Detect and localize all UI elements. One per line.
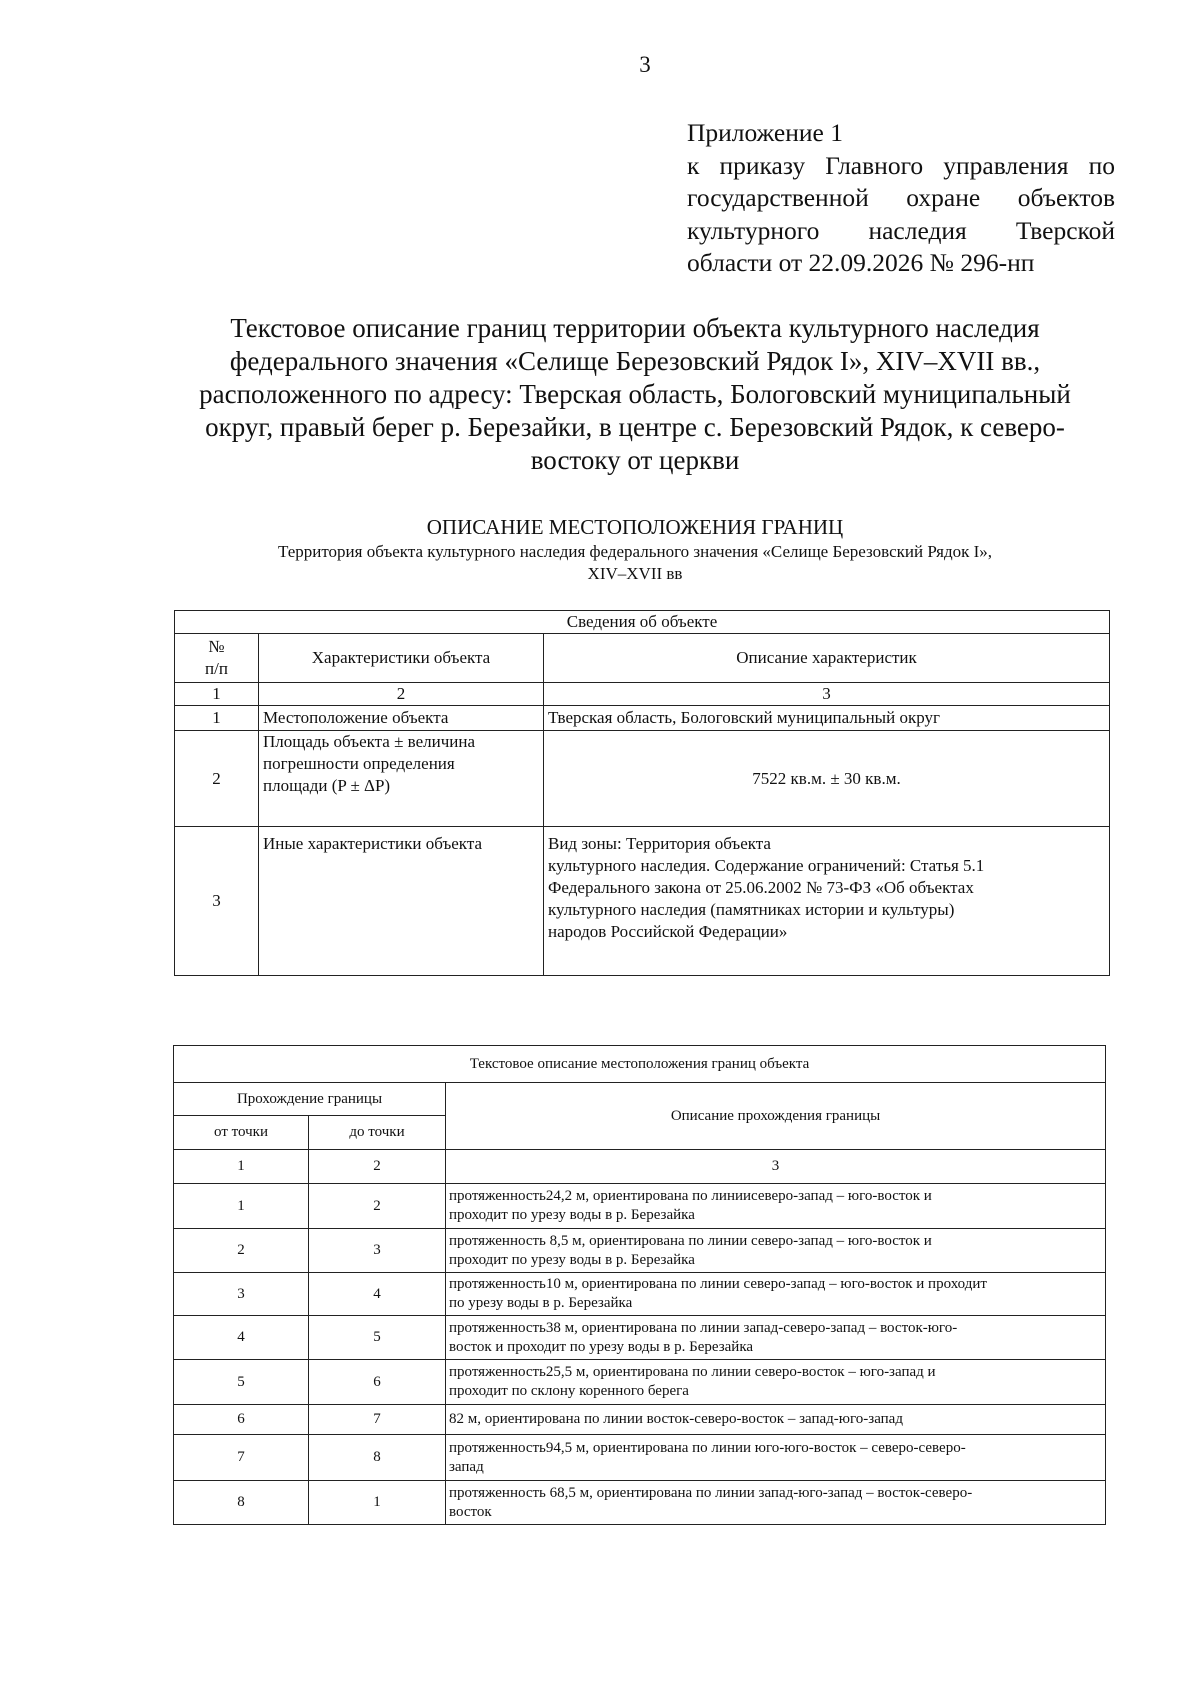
- section-subheading: [150, 541, 1120, 585]
- boundary-description-table: [173, 1045, 1106, 1525]
- boundary-table-caption: Текстовое описание местоположения границ объекта: [174, 1046, 1106, 1083]
- title-line: расположенного по адресу: Тверская область, Бологовский муниципальный: [199, 379, 1071, 409]
- boundary-description-cell: [446, 1435, 1106, 1481]
- characteristic-cell: Иные характеристики объекта: [259, 827, 544, 976]
- appendix-line: к приказу Главного управления по: [687, 150, 1115, 180]
- col-header-description: Описание характеристик: [544, 634, 1110, 683]
- appendix-line: культурного наследия Тверской: [687, 215, 1115, 245]
- from-point: 4: [174, 1316, 309, 1360]
- to-point: 7: [309, 1405, 446, 1435]
- boundary-description-cell: [446, 1360, 1106, 1405]
- to-point: 1: [309, 1481, 446, 1525]
- characteristic-line: погрешности определения: [263, 754, 455, 773]
- appendix-line: Приложение 1: [687, 118, 843, 147]
- boundary-line: восток и проходит по урезу воды в р. Березайка: [449, 1338, 754, 1355]
- page-number: 3: [639, 52, 651, 77]
- boundary-line: восток: [449, 1503, 492, 1520]
- section-heading: ОПИСАНИЕ МЕСТОПОЛОЖЕНИЯ ГРАНИЦ: [426, 515, 844, 539]
- boundary-line: протяженность 8,5 м, ориентирована по линии северо-запад – юго-восток и: [449, 1232, 932, 1249]
- characteristic-cell: [259, 731, 544, 827]
- boundary-description-cell: [446, 1229, 1106, 1273]
- boundary-line: 82 м, ориентирована по линии восток-северо-восток – запад-юго-запад: [449, 1411, 903, 1427]
- description-line: Федерального закона от 25.06.2002 № 73-ФЗ «Об объектах: [548, 878, 974, 897]
- boundary-description-cell: [446, 1273, 1106, 1316]
- boundary-line: протяженность24,2 м, ориентирована по линиисеверо-запад – юго-восток и: [449, 1188, 932, 1204]
- to-point: 3: [309, 1229, 446, 1273]
- boundary-line: проходит по урезу воды в р. Березайка: [449, 1207, 695, 1223]
- table-row: [174, 1405, 1106, 1435]
- boundary-line: протяженность94,5 м, ориентирована по линии юго-юго-восток – северо-северо-: [449, 1439, 966, 1456]
- object-info-table: [174, 610, 1110, 976]
- table-row: [174, 1435, 1106, 1481]
- table-row: [174, 1273, 1106, 1316]
- characteristic-line: Площадь объекта ± величина: [263, 732, 476, 751]
- description-cell: [544, 827, 1110, 976]
- row-number: 2: [175, 731, 259, 827]
- column-number-cell: 1: [175, 683, 259, 706]
- boundary-description-cell: [446, 1184, 1106, 1229]
- column-number-cell: 2: [309, 1150, 446, 1184]
- from-point: 5: [174, 1360, 309, 1405]
- table-row: [175, 731, 1110, 827]
- col-header-boundary-description: Описание прохождения границы: [446, 1083, 1106, 1150]
- boundary-line: протяженность 68,5 м, ориентирована по линии запад-юго-запад – восток-северо-: [449, 1484, 973, 1501]
- characteristic-line: площади (P ± ΔP): [263, 776, 391, 795]
- column-number-cell: 3: [446, 1150, 1106, 1184]
- boundary-description-cell: [446, 1405, 1106, 1435]
- from-point: 6: [174, 1405, 309, 1435]
- object-table-caption: Сведения об объекте: [175, 611, 1110, 634]
- boundary-line: протяженность38 м, ориентирована по линии запад-северо-запад – восток-юго-: [449, 1319, 958, 1336]
- section-subheading-line: Территория объекта культурного наследия федерального значения «Селище Березовский Рядок I»,: [277, 542, 993, 561]
- row-number: 3: [175, 827, 259, 976]
- to-point: 5: [309, 1316, 446, 1360]
- col-header-from-point: от точки: [174, 1116, 309, 1150]
- column-number-cell: 3: [544, 683, 1110, 706]
- description-line: Вид зоны: Территория объекта: [548, 834, 771, 853]
- section-subheading-line: XIV–XVII вв: [587, 564, 683, 583]
- description-line: культурного наследия. Содержание ограничений: Статья 5.1: [548, 856, 985, 875]
- table-row: [175, 827, 1110, 976]
- description-cell: Тверская область, Бологовский муниципальный округ: [544, 706, 1110, 731]
- from-point: 7: [174, 1435, 309, 1481]
- from-point: 3: [174, 1273, 309, 1316]
- boundary-line: протяженность10 м, ориентирована по линии северо-запад – юго-восток и проходит: [449, 1276, 987, 1292]
- table-row: [174, 1229, 1106, 1273]
- description-line: народов Российской Федерации»: [548, 922, 788, 941]
- column-number-cell: 1: [174, 1150, 309, 1184]
- document-title: [150, 312, 1120, 477]
- appendix-line: области от 22.09.2026 № 296-нп: [687, 248, 1035, 277]
- table-row: [174, 1184, 1106, 1229]
- title-line: Текстовое описание границ территории объекта культурного наследия: [230, 313, 1040, 343]
- title-line: востоку от церкви: [530, 445, 740, 475]
- row-number: 1: [175, 706, 259, 731]
- to-point: 2: [309, 1184, 446, 1229]
- boundary-description-cell: [446, 1481, 1106, 1525]
- to-point: 8: [309, 1435, 446, 1481]
- column-number-cell: 2: [259, 683, 544, 706]
- table-row: [174, 1360, 1106, 1405]
- boundary-description-cell: [446, 1316, 1106, 1360]
- title-line: федерального значения «Селище Березовский Рядок I», XIV–XVII вв.,: [229, 346, 1041, 376]
- to-point: 6: [309, 1360, 446, 1405]
- boundary-line: по урезу воды в р. Березайка: [449, 1295, 633, 1311]
- col-header-boundary-pass: Прохождение границы: [174, 1083, 446, 1116]
- boundary-line: проходит по урезу воды в р. Березайка: [449, 1251, 695, 1268]
- table-row: [174, 1316, 1106, 1360]
- col-header-to-point: до точки: [309, 1116, 446, 1150]
- col-header-number: [175, 634, 259, 683]
- description-line: культурного наследия (памятниках истории и культуры): [548, 900, 955, 919]
- col-header-number-text: № п/п: [205, 637, 228, 678]
- boundary-line: запад: [449, 1458, 484, 1475]
- appendix-reference: [687, 117, 1115, 280]
- appendix-line: государственной охране объектов: [687, 183, 1115, 212]
- description-cell: 7522 кв.м. ± 30 кв.м.: [544, 731, 1110, 827]
- characteristic-cell: Местоположение объекта: [259, 706, 544, 731]
- table-row: [174, 1481, 1106, 1525]
- boundary-line: проходит по склону коренного берега: [449, 1383, 689, 1399]
- from-point: 1: [174, 1184, 309, 1229]
- from-point: 2: [174, 1229, 309, 1273]
- col-header-characteristic: Характеристики объекта: [259, 634, 544, 683]
- title-line: округ, правый берег р. Березайки, в центре с. Березовский Рядок, к северо-: [205, 412, 1065, 442]
- to-point: 4: [309, 1273, 446, 1316]
- from-point: 8: [174, 1481, 309, 1525]
- boundary-line: протяженность25,5 м, ориентирована по линии северо-восток – юго-запад и: [449, 1364, 936, 1380]
- table-row: [175, 706, 1110, 731]
